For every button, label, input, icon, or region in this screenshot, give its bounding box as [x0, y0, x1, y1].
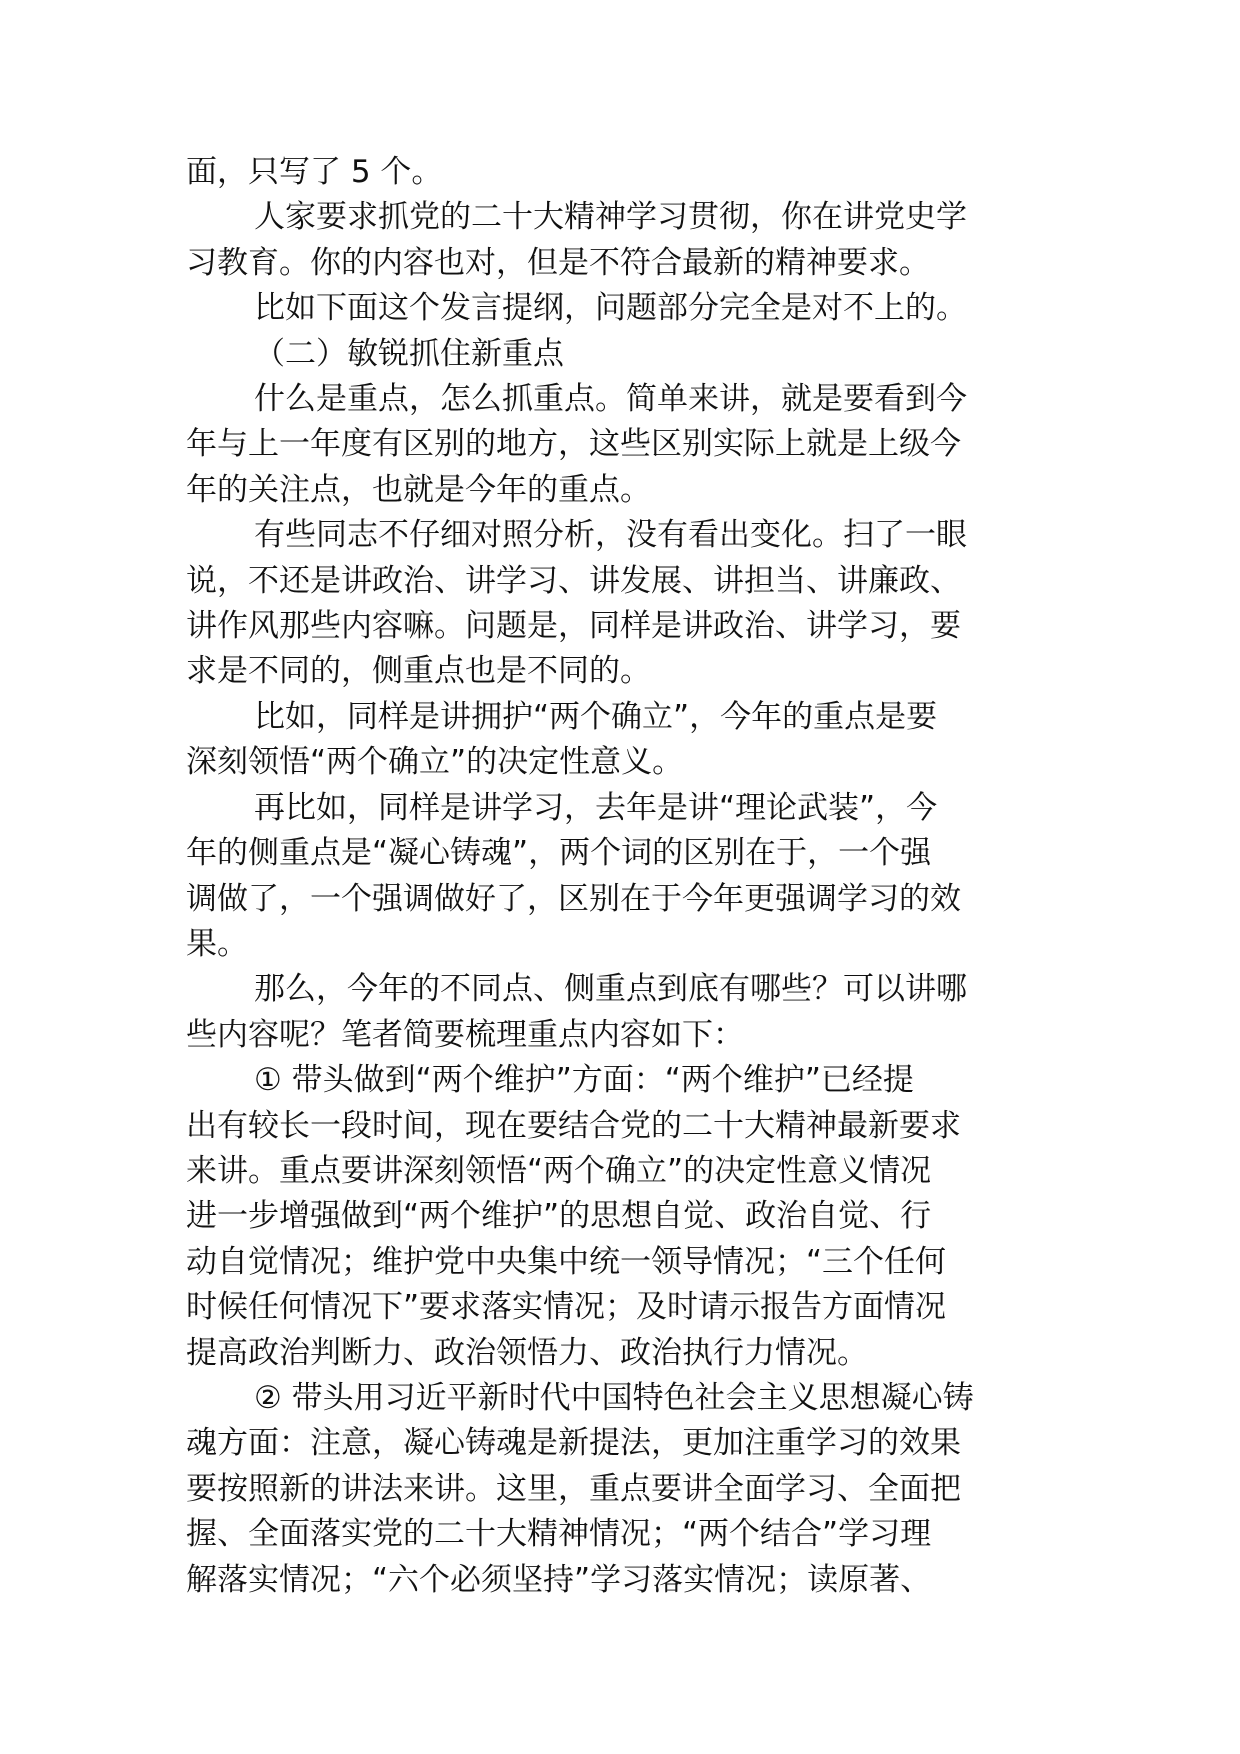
text-line: 说，不还是讲政治、讲学习、讲发展、讲担当、讲廉政、: [186, 562, 961, 599]
text-line: 有些同志不仔细对照分析，没有看出变化。扫了一眼: [254, 517, 967, 554]
text-line: 比如下面这个发言提纲，问题部分完全是对不上的。: [254, 290, 967, 327]
text-line: 习教育。你的内容也对，但是不符合最新的精神要求。: [186, 244, 930, 281]
text-line: 比如，同样是讲拥护“两个确立”，今年的重点是要: [254, 698, 938, 735]
text-line: 那么，今年的不同点、侧重点到底有哪些？可以讲哪: [254, 971, 967, 1008]
text-line: 魂方面：注意，凝心铸魂是新提法，更加注重学习的效果: [186, 1425, 961, 1462]
text-line: ② 带头用习近平新时代中国特色社会主义思想凝心铸: [254, 1379, 974, 1416]
text-line: 调做了，一个强调做好了，区别在于今年更强调学习的效: [186, 880, 961, 917]
text-line: 面，只写了 5 个。: [186, 154, 443, 190]
text-line: 果。: [186, 925, 248, 962]
text-line: 人家要求抓党的二十大精神学习贯彻，你在讲党史学: [254, 199, 967, 236]
text-line: 时候任何情况下”要求落实情况；及时请示报告方面情况: [186, 1289, 947, 1326]
text-line: 握、全面落实党的二十大精神情况；“两个结合”学习理: [186, 1516, 932, 1553]
text-line: 要按照新的讲法来讲。这里，重点要讲全面学习、全面把: [186, 1470, 961, 1507]
text-line: 动自觉情况；维护党中央集中统一领导情况；“三个任何: [186, 1243, 947, 1280]
text-line: 出有较长一段时间，现在要结合党的二十大精神最新要求: [186, 1107, 961, 1144]
text-line: 求是不同的，侧重点也是不同的。: [186, 653, 651, 690]
text-line: 讲作风那些内容嘛。问题是，同样是讲政治、讲学习，要: [186, 608, 961, 645]
text-line: 解落实情况；“六个必须坚持”学习落实情况；读原著、: [186, 1561, 932, 1598]
text-line: ① 带头做到“两个维护”方面：“两个维护”已经提: [254, 1062, 914, 1099]
text-line: 进一步增强做到“两个维护”的思想自觉、政治自觉、行: [186, 1198, 932, 1235]
text-line: 来讲。重点要讲深刻领悟“两个确立”的决定性意义情况: [186, 1152, 932, 1189]
text-line: 些内容呢？笔者简要梳理重点内容如下：: [186, 1016, 744, 1053]
text-line: 什么是重点，怎么抓重点。简单来讲，就是要看到今: [254, 381, 967, 418]
text-line: （二）敏锐抓住新重点: [254, 335, 564, 372]
text-line: 深刻领悟“两个确立”的决定性意义。: [186, 744, 684, 781]
text-line: 年的关注点，也就是今年的重点。: [186, 471, 651, 508]
text-line: 年的侧重点是“凝心铸魂”，两个词的区别在于，一个强: [186, 835, 932, 872]
text-line: 再比如，同样是讲学习，去年是讲“理论武装”，今: [254, 789, 938, 826]
document-body: [186, 150, 1056, 1603]
text-line: 年与上一年度有区别的地方，这些区别实际上就是上级今: [186, 426, 961, 463]
text-line: 提高政治判断力、政治领悟力、政治执行力情况。: [186, 1334, 868, 1371]
